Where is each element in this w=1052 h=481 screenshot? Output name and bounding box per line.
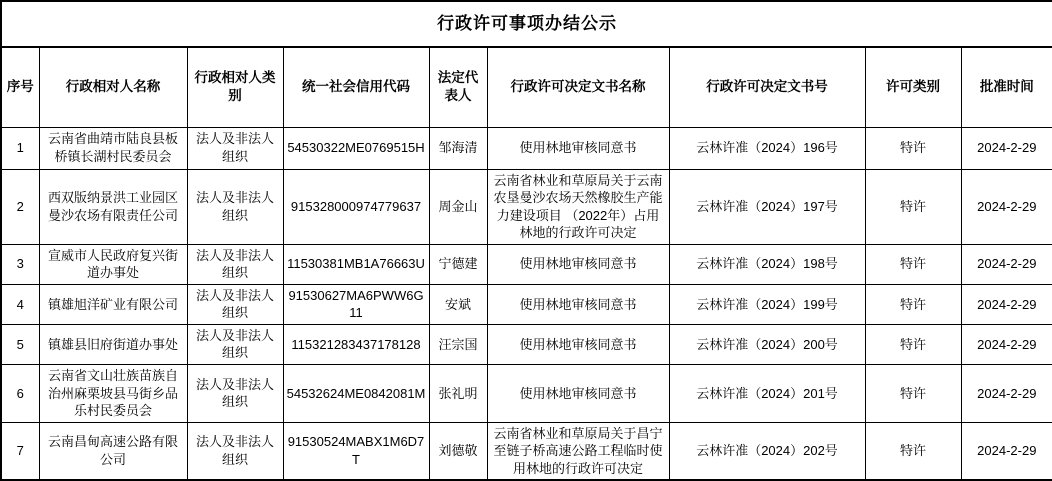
table-cell: 周金山 (429, 169, 487, 244)
table-cell: 54532624ME0842081M (283, 364, 429, 422)
table-cell: 法人及非法人组织 (187, 169, 283, 244)
table-cell: 5 (1, 324, 39, 364)
table-cell: 刘德敬 (429, 422, 487, 480)
table-cell: 西双版纳景洪工业园区曼沙农场有限责任公司 (39, 169, 187, 244)
column-header: 行政相对人类别 (187, 47, 283, 127)
table-cell: 法人及非法人组织 (187, 284, 283, 324)
page-title: 行政许可事项办结公示 (1, 1, 1052, 47)
table-cell: 使用林地审核同意书 (487, 364, 669, 422)
title-row (1, 1, 1052, 47)
table-cell: 云南省林业和草原局关于云南农垦曼沙农场天然橡胶生产能力建设项目 （2022年）占用林地的行政许可决定 (487, 169, 669, 244)
table-cell: 2024-2-29 (961, 324, 1052, 364)
table-row (1, 422, 1052, 480)
table-cell: 汪宗国 (429, 324, 487, 364)
table-cell: 云林许准（2024）198号 (669, 244, 865, 284)
table-cell: 特许 (865, 127, 961, 169)
column-header: 法定代表人 (429, 47, 487, 127)
column-header: 行政相对人名称 (39, 47, 187, 127)
table-cell: 2024-2-29 (961, 127, 1052, 169)
table-cell: 安斌 (429, 284, 487, 324)
table-cell: 2024-2-29 (961, 364, 1052, 422)
table-row (1, 244, 1052, 284)
table-cell: 云南省曲靖市陆良县板桥镇长湖村民委员会 (39, 127, 187, 169)
table-cell: 使用林地审核同意书 (487, 284, 669, 324)
table-cell: 法人及非法人组织 (187, 324, 283, 364)
table-cell: 法人及非法人组织 (187, 364, 283, 422)
table-cell: 云南昌甸高速公路有限公司 (39, 422, 187, 480)
table-row (1, 284, 1052, 324)
column-header: 许可类别 (865, 47, 961, 127)
table-cell: 特许 (865, 169, 961, 244)
column-header: 行政许可决定文书号 (669, 47, 865, 127)
table-cell: 特许 (865, 244, 961, 284)
table-body (1, 127, 1052, 480)
column-header: 统一社会信用代码 (283, 47, 429, 127)
table-cell: 云林许准（2024）202号 (669, 422, 865, 480)
table-cell: 特许 (865, 284, 961, 324)
table-cell: 特许 (865, 422, 961, 480)
table-cell: 镇雄旭洋矿业有限公司 (39, 284, 187, 324)
table-cell: 使用林地审核同意书 (487, 127, 669, 169)
table-cell: 54530322ME0769515H (283, 127, 429, 169)
table-cell: 法人及非法人组织 (187, 127, 283, 169)
table-cell: 云南省林业和草原局关于昌宁至链子桥高速公路工程临时使用林地的行政许可决定 (487, 422, 669, 480)
table-cell: 邹海清 (429, 127, 487, 169)
table-cell: 4 (1, 284, 39, 324)
column-header: 序号 (1, 47, 39, 127)
table-cell: 115321283437178128 (283, 324, 429, 364)
table-cell: 云林许准（2024）197号 (669, 169, 865, 244)
table-cell: 1 (1, 127, 39, 169)
table-cell: 915328000974779637 (283, 169, 429, 244)
table-cell: 法人及非法人组织 (187, 422, 283, 480)
table-cell: 91530627MA6PWW6G11 (283, 284, 429, 324)
table-cell: 91530524MABX1M6D7T (283, 422, 429, 480)
column-header: 批准时间 (961, 47, 1052, 127)
table-cell: 6 (1, 364, 39, 422)
table-cell: 2 (1, 169, 39, 244)
table-cell: 法人及非法人组织 (187, 244, 283, 284)
table-cell: 云林许准（2024）201号 (669, 364, 865, 422)
table-cell: 2024-2-29 (961, 422, 1052, 480)
column-header: 行政许可决定文书名称 (487, 47, 669, 127)
table-cell: 云林许准（2024）200号 (669, 324, 865, 364)
table-row (1, 169, 1052, 244)
table-cell: 2024-2-29 (961, 244, 1052, 284)
table-cell: 张礼明 (429, 364, 487, 422)
table-cell: 特许 (865, 364, 961, 422)
table-cell: 宣威市人民政府复兴街道办事处 (39, 244, 187, 284)
table-cell: 2024-2-29 (961, 284, 1052, 324)
table-cell: 云林许准（2024）196号 (669, 127, 865, 169)
table-cell: 11530381MB1A76663U (283, 244, 429, 284)
table-cell: 使用林地审核同意书 (487, 244, 669, 284)
table-cell: 云林许准（2024）199号 (669, 284, 865, 324)
table-cell: 云南省文山壮族苗族自治州麻栗坡县马街乡品乐村民委员会 (39, 364, 187, 422)
header-row (1, 47, 1052, 127)
table-cell: 7 (1, 422, 39, 480)
table-row (1, 127, 1052, 169)
table-row (1, 364, 1052, 422)
table-cell: 宁德建 (429, 244, 487, 284)
table-cell: 2024-2-29 (961, 169, 1052, 244)
table-row (1, 324, 1052, 364)
table-cell: 3 (1, 244, 39, 284)
table-cell: 镇雄县旧府街道办事处 (39, 324, 187, 364)
table-cell: 特许 (865, 324, 961, 364)
table-cell: 使用林地审核同意书 (487, 324, 669, 364)
